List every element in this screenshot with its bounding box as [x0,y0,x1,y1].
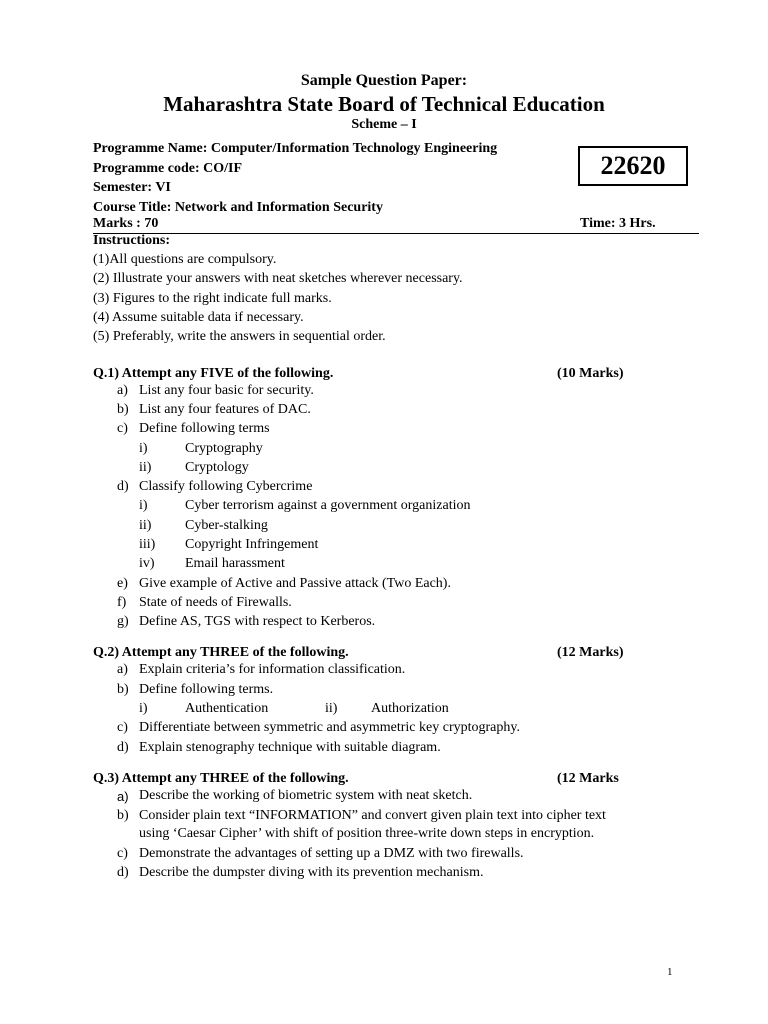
q1-d-sub-label: iii) [139,537,156,552]
q1-c-label: c) [117,421,128,436]
course-title: Course Title: Network and Information Security [93,200,383,215]
q1-c-sub-text: Cryptology [185,460,249,475]
q1-d-sub-label: i) [139,498,148,513]
q3-a-text: Describe the working of biometric system with neat sketch. [139,788,473,803]
q1-title: Q.1) Attempt any FIVE of the following. [93,366,334,381]
programme-code: Programme code: CO/IF [93,161,243,176]
programme-name: Programme Name: Computer/Information Technology Engineering [93,141,498,156]
q1-c-text: Define following terms [139,421,270,436]
q2-a-text: Explain criteria’s for information classification. [139,662,406,677]
q2-b-sub-text: Authorization [371,701,449,716]
q1-d-sub-text: Email harassment [185,556,285,571]
q1-b-text: List any four features of DAC. [139,402,311,417]
board-title: Maharashtra State Board of Technical Education [163,92,605,116]
q1-d-sub-text: Cyber-stalking [185,518,268,533]
q3-a-label: a) [117,789,129,804]
q1-e-label: e) [117,576,128,591]
q1-d-label: d) [117,479,129,494]
q1-a-label: a) [117,383,128,398]
q2-title: Q.2) Attempt any THREE of the following. [93,645,349,660]
q3-title: Q.3) Attempt any THREE of the following. [93,771,349,786]
header-rule [93,233,699,234]
total-marks: Marks : 70 [93,216,159,231]
q1-d-text: Classify following Cybercrime [139,479,313,494]
q2-b-label: b) [117,682,129,697]
q1-f-label: f) [117,595,127,610]
q1-d-sub-label: iv) [139,556,155,571]
instruction-item: (1)All questions are compulsory. [93,252,277,267]
q1-c-sub-text: Cryptography [185,441,263,456]
paper-label: Sample Question Paper: [300,72,468,89]
instruction-item: (4) Assume suitable data if necessary. [93,310,304,325]
q2-d-text: Explain stenography technique with suitable diagram. [139,740,441,755]
instructions-heading: Instructions: [93,233,171,248]
q3-d-label: d) [117,865,129,880]
q1-e-text: Give example of Active and Passive attack (Two Each). [139,576,451,591]
q2-b-sub-text: Authentication [185,701,269,716]
q3-marks: (12 Marks [557,771,619,786]
q2-b-text: Define following terms. [139,682,274,697]
q1-d-sub-label: ii) [139,518,152,533]
q1-marks: (10 Marks) [557,366,624,381]
q3-b-text-line1: Consider plain text “INFORMATION” and convert given plain text into cipher text [139,808,606,823]
q1-g-text: Define AS, TGS with respect to Kerberos. [139,614,376,629]
q1-d-sub-text: Copyright Infringement [185,537,319,552]
q1-d-sub-text: Cyber terrorism against a government organization [185,498,471,513]
instruction-item: (3) Figures to the right indicate full marks. [93,291,332,306]
q2-a-label: a) [117,662,128,677]
q3-d-text: Describe the dumpster diving with its prevention mechanism. [139,865,484,880]
q2-d-label: d) [117,740,129,755]
scheme-label: Scheme – I [351,117,417,132]
q2-c-text: Differentiate between symmetric and asymmetric key cryptography. [139,720,520,735]
q3-b-text-line2: using ‘Caesar Cipher’ with shift of position three-write down steps in encryption. [139,826,595,841]
exam-time: Time: 3 Hrs. [580,216,656,231]
semester: Semester: VI [93,180,171,195]
q1-g-label: g) [117,614,129,629]
page-number: 1 [667,966,673,978]
q1-c-sub-label: i) [139,441,148,456]
q1-f-text: State of needs of Firewalls. [139,595,292,610]
q1-b-label: b) [117,402,129,417]
q2-b-sub-label: ii) [325,701,338,716]
course-code-box: 22620 [578,146,688,186]
q3-c-label: c) [117,846,128,861]
q3-c-text: Demonstrate the advantages of setting up a DMZ with two firewalls. [139,846,524,861]
instruction-item: (2) Illustrate your answers with neat sketches wherever necessary. [93,271,463,286]
q2-marks: (12 Marks) [557,645,624,660]
instruction-item: (5) Preferably, write the answers in sequential order. [93,329,386,344]
q1-c-sub-label: ii) [139,460,152,475]
q2-b-sub-label: i) [139,701,148,716]
q3-b-label: b) [117,808,129,823]
q2-c-label: c) [117,720,128,735]
q1-a-text: List any four basic for security. [139,383,314,398]
